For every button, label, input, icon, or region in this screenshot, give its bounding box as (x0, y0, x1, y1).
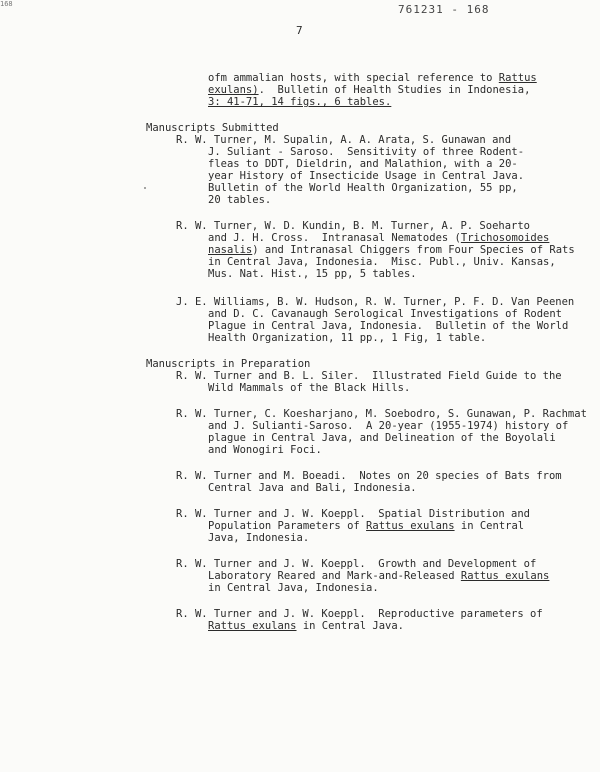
submitted-entry-1-line: fleas to DDT, Dieldrin, and Malathion, with a 20- (208, 158, 518, 170)
submitted-entry-2-line (208, 232, 549, 244)
submitted-entry-1-line: Bulletin of the World Health Organization, 55 pp, (208, 182, 518, 194)
preparation-entry-1-line: Wild Mammals of the Black Hills. (208, 382, 411, 394)
section-heading-submitted: Manuscripts Submitted (146, 122, 279, 134)
preparation-entry-6-line (208, 620, 404, 632)
text: 3: 41-71, 14 figs., 6 tables. (208, 96, 392, 108)
submitted-entry-1-line: 20 tables. (208, 194, 272, 206)
text: . Bulletin of Health Studies in Indonesia, (258, 84, 531, 96)
species-name: Rattus exulans (208, 620, 297, 632)
preparation-entry-3-line: R. W. Turner and M. Boeadi. Notes on 20 species of Bats from (176, 470, 562, 482)
preparation-entry-5-line: R. W. Turner and J. W. Koeppl. Growth and Development of (176, 558, 537, 570)
preparation-entry-4-line (208, 520, 524, 532)
text: Population Parameters of (208, 520, 367, 532)
preparation-entry-4-line: R. W. Turner and J. W. Koeppl. Spatial Distribution and (176, 508, 531, 520)
species-name: exulans) (208, 84, 259, 96)
text: and J. H. Cross. Intranasal Nematodes ( (208, 232, 461, 244)
species-name: Rattus exulans (460, 570, 550, 582)
submitted-entry-1-line: J. Suliant - Saroso. Sensitivity of three Rodent- (208, 146, 525, 158)
text: ) and Intranasal Chiggers from Four Species of Rats (252, 244, 575, 256)
preparation-entry-2-line: and Wonogiri Foci. (208, 444, 322, 456)
submitted-entry-2-line: R. W. Turner, W. D. Kundin, B. M. Turner, A. P. Soeharto (176, 220, 531, 232)
preparation-entry-3-line: Central Java and Bali, Indonesia. (208, 482, 417, 494)
submitted-entry-2-line (208, 244, 575, 256)
prev-entry-line-1 (208, 72, 537, 84)
preparation-entry-1-line: R. W. Turner and B. L. Siler. Illustrated Field Guide to the (176, 370, 562, 382)
submitted-entry-2-line: in Central Java, Indonesia. Misc. Publ., Univ. Kansas, (208, 256, 556, 268)
scan-speck (144, 187, 146, 189)
species-name: Trichosomoides (460, 232, 550, 244)
species-name: nasalis (208, 244, 253, 256)
submitted-entry-1-line: R. W. Turner, M. Supalin, A. A. Arata, S. Gunawan and (176, 134, 512, 146)
preparation-entry-4-line: Java, Indonesia. (208, 532, 310, 544)
prev-entry-line-3 (208, 96, 391, 108)
text: in Central Java. (296, 620, 404, 632)
submitted-entry-1-line: year History of Insecticide Usage in Central Java. (208, 170, 525, 182)
section-heading-preparation: Manuscripts in Preparation (146, 358, 311, 370)
prev-entry-line-2 (208, 84, 530, 96)
corner-mark: 168 (0, 0, 13, 8)
preparation-entry-2-line: plague in Central Java, and Delineation of the Boyolali (208, 432, 556, 444)
submitted-entry-3-line: Health Organization, 11 pp., 1 Fig, 1 table. (208, 332, 487, 344)
text: ofm ammalian hosts, with special reference to (208, 72, 499, 84)
submitted-entry-2-line: Mus. Nat. Hist., 15 pp, 5 tables. (208, 268, 417, 280)
preparation-entry-5-line: in Central Java, Indonesia. (208, 582, 379, 594)
submitted-entry-3-line: J. E. Williams, B. W. Hudson, R. W. Turner, P. F. D. Van Peenen (176, 296, 575, 308)
page-number: 7 (296, 24, 303, 37)
preparation-entry-2-line: and J. Sulianti-Saroso. A 20-year (1955-1974) history of (208, 420, 569, 432)
preparation-entry-5-line (208, 570, 549, 582)
preparation-entry-2-line: R. W. Turner, C. Koesharjano, M. Soebodro, S. Gunawan, P. Rachmat (176, 408, 587, 420)
submitted-entry-3-line: Plague in Central Java, Indonesia. Bulletin of the World (208, 320, 569, 332)
preparation-entry-6-line: R. W. Turner and J. W. Koeppl. Reproductive parameters of (176, 608, 543, 620)
document-id: 761231 - 168 (398, 3, 490, 16)
text: Laboratory Reared and Mark-and-Released (208, 570, 461, 582)
text: in Central (454, 520, 525, 532)
species-name: Rattus exulans (366, 520, 455, 532)
submitted-entry-3-line: and D. C. Cavanaugh Serological Investigations of Rodent (208, 308, 563, 320)
species-name: Rattus (498, 72, 537, 84)
